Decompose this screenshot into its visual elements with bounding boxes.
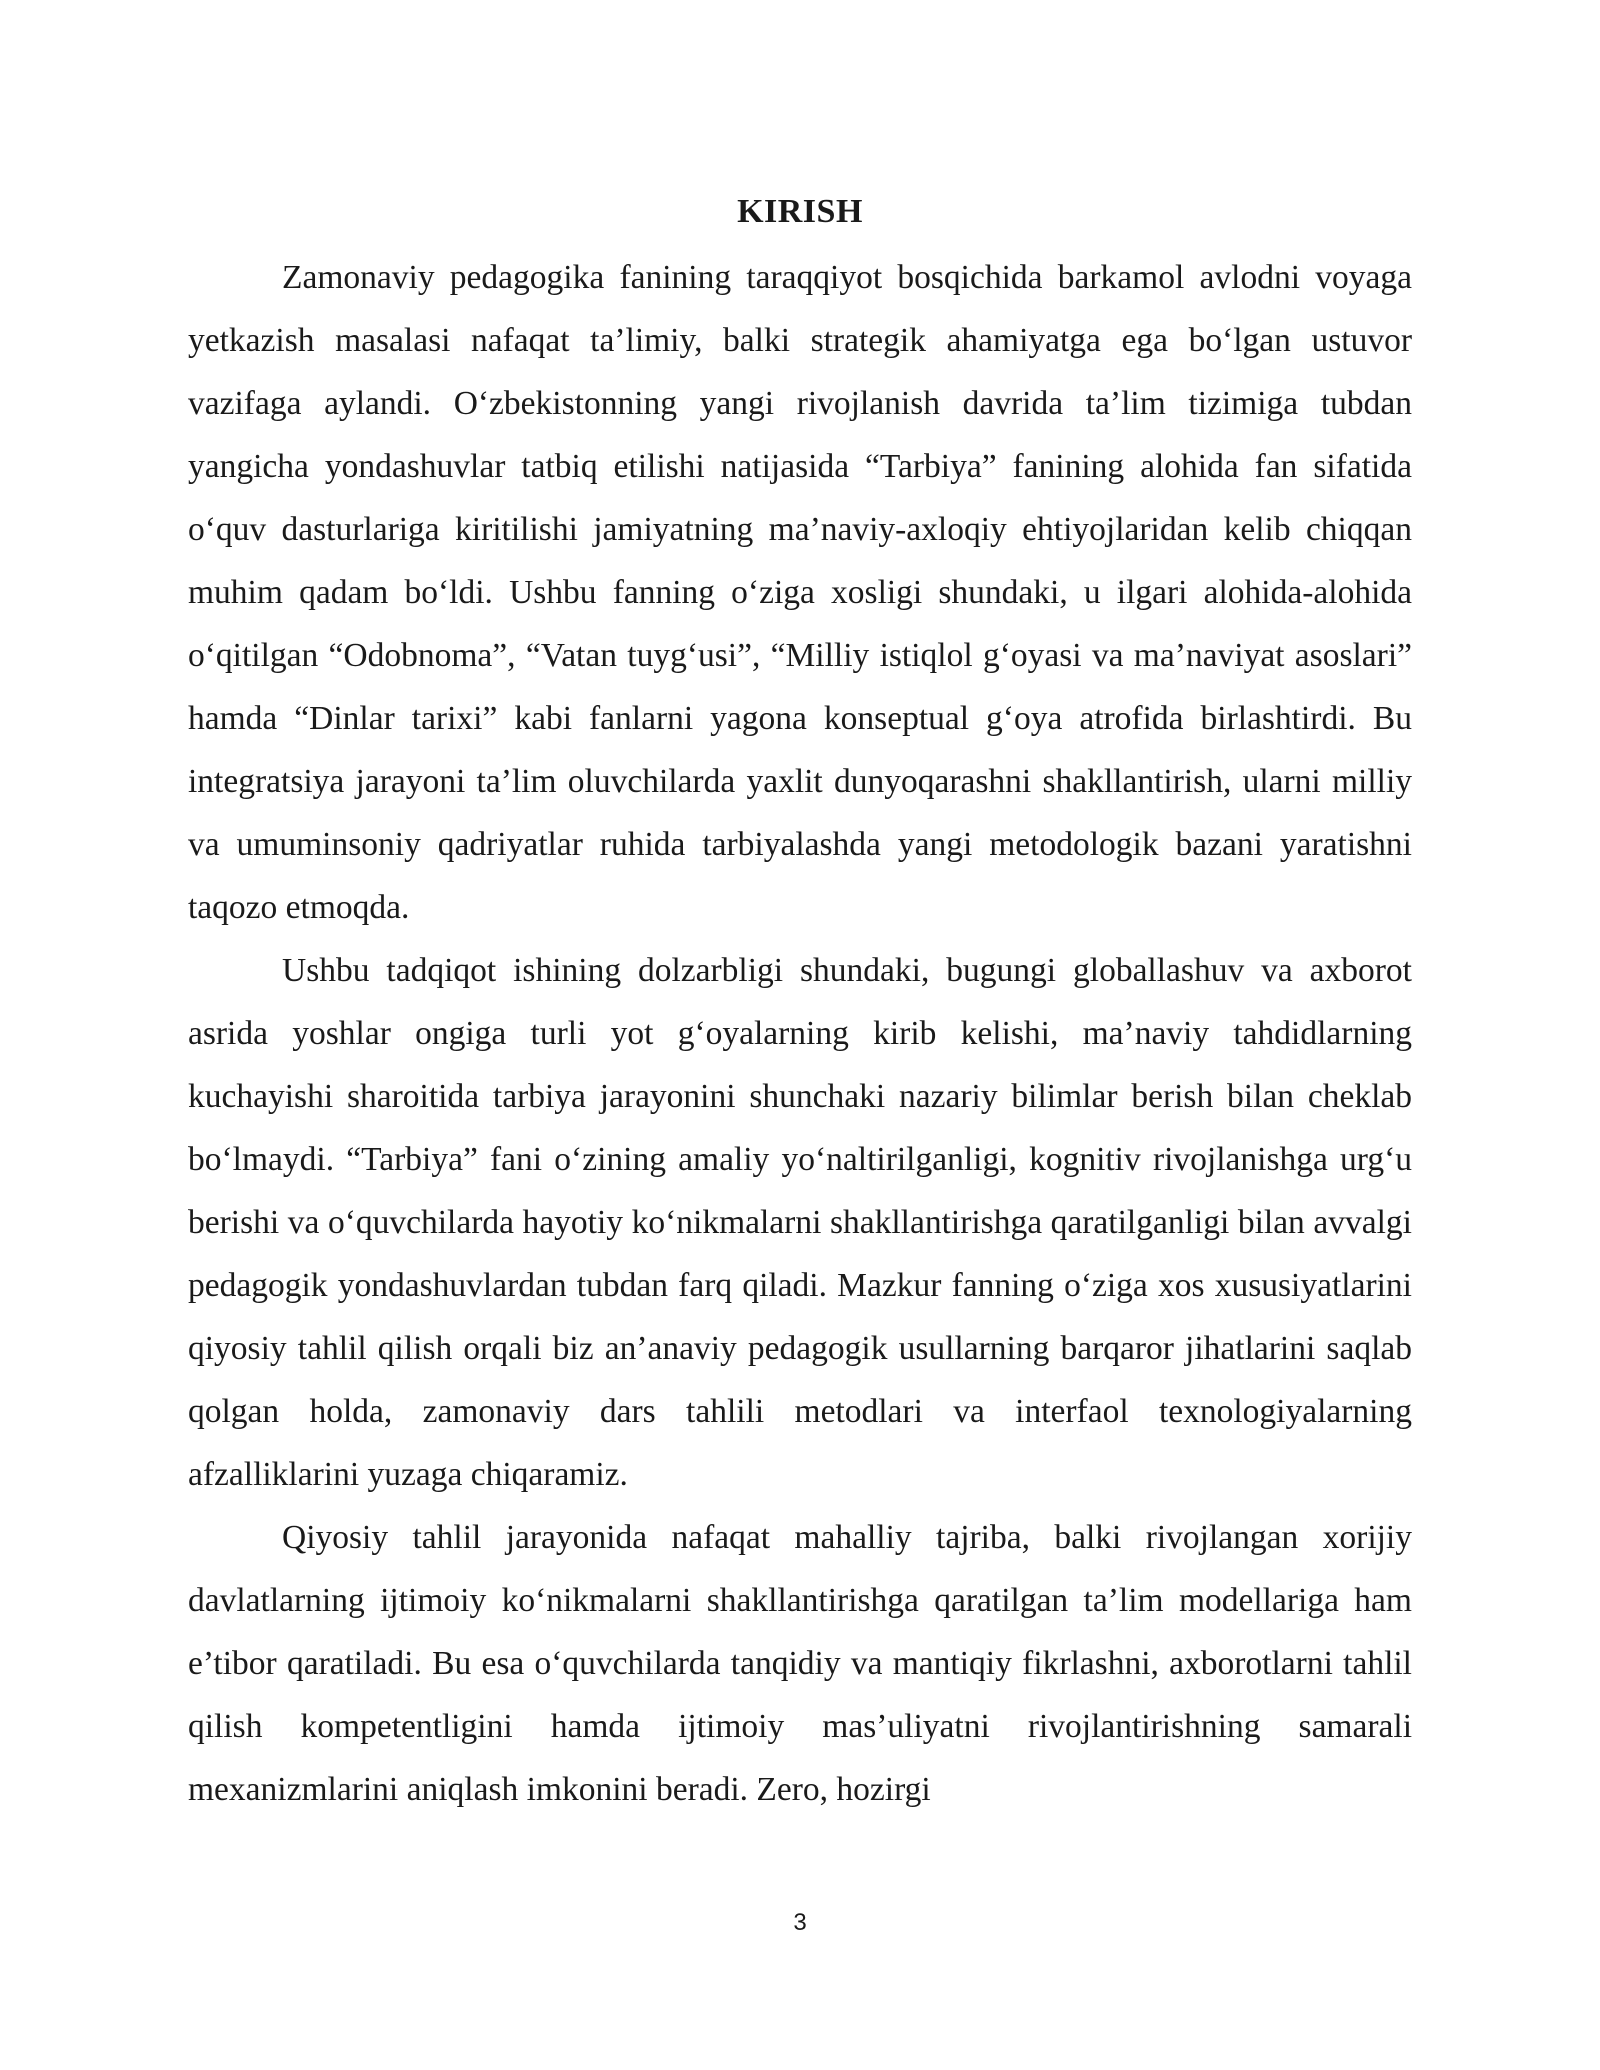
paragraph-2: Ushbu tadqiqot ishining dolzarbligi shundaki, bugungi globallashuv va axborot asrida yoshlar ongiga turli yot g‘oyalarning kirib kelishi, ma’naviy tahdidlarning kuchayishi sharoitida tarbiya jarayonini shunchaki nazariy bilimlar berish bilan cheklab bo‘lmaydi. “Tarbiya” fani o‘zining amaliy yo‘naltirilganligi, kognitiv rivojlanishga urg‘u berishi va o‘quvchilarda hayotiy ko‘nikmalarni shakllantirishga qaratilganligi bilan avvalgi pedagogik yondashuvlardan tubdan farq qiladi. Mazkur fanning o‘ziga xos xususiyatlarini qiyosiy tahlil qilish orqali biz an’anaviy pedagogik usullarning barqaror jihatlarini saqlab qolgan holda, zamonaviy dars tahlili metodlari va interfaol texnologiyalarning afzalliklarini yuzaga chiqaramiz. <box>188 952 1412 1493</box>
paragraph-1: Zamonaviy pedagogika fanining taraqqiyot bosqichida barkamol avlodni voyaga yetkazish masalasi nafaqat ta’limiy, balki strategik ahamiyatga ega bo‘lgan ustuvor vazifaga aylandi. O‘zbekistonning yangi rivojlanish davrida ta’lim tizimiga tubdan yangicha yondashuvlar tatbiq etilishi natijasida “Tarbiya” fanining alohida fan sifatida o‘quv dasturlariga kiritilishi jamiyatning ma’naviy-axloqiy ehtiyojlaridan kelib chiqqan muhim qadam bo‘ldi. Ushbu fanning o‘ziga xosligi shundaki, u ilgari alohida-alohida o‘qitilgan “Odobnoma”, “Vatan tuyg‘usi”, “Milliy istiqlol g‘oyasi va ma’naviyat asoslari” hamda “Dinlar tarixi” kabi fanlarni yagona konseptual g‘oya atrofida birlashtirdi. Bu integratsiya jarayoni ta’lim oluvchilarda yaxlit dunyoqarashni shakllantirish, ularni milliy va umuminsoniy qadriyatlar ruhida tarbiyalashda yangi metodologik bazani yaratishni taqozo etmoqda. <box>188 259 1412 926</box>
page-number: 3 <box>793 1909 807 1936</box>
body-text <box>188 246 1412 1821</box>
paragraph-3: Qiyosiy tahlil jarayonida nafaqat mahalliy tajriba, balki rivojlangan xorijiy davlatlarning ijtimoiy ko‘nikmalarni shakllantirishga qaratilgan ta’lim modellariga ham e’tibor qaratiladi. Bu esa o‘quvchilarda tanqidiy va mantiqiy fikrlashni, axborotlarni tahlil qilish kompetentligini hamda ijtimoiy mas’uliyatni rivojlantirishning samarali mexanizmlarini aniqlash imkonini beradi. Zero, hozirgi <box>188 1519 1412 1808</box>
page-title: KIRISH <box>737 193 863 230</box>
